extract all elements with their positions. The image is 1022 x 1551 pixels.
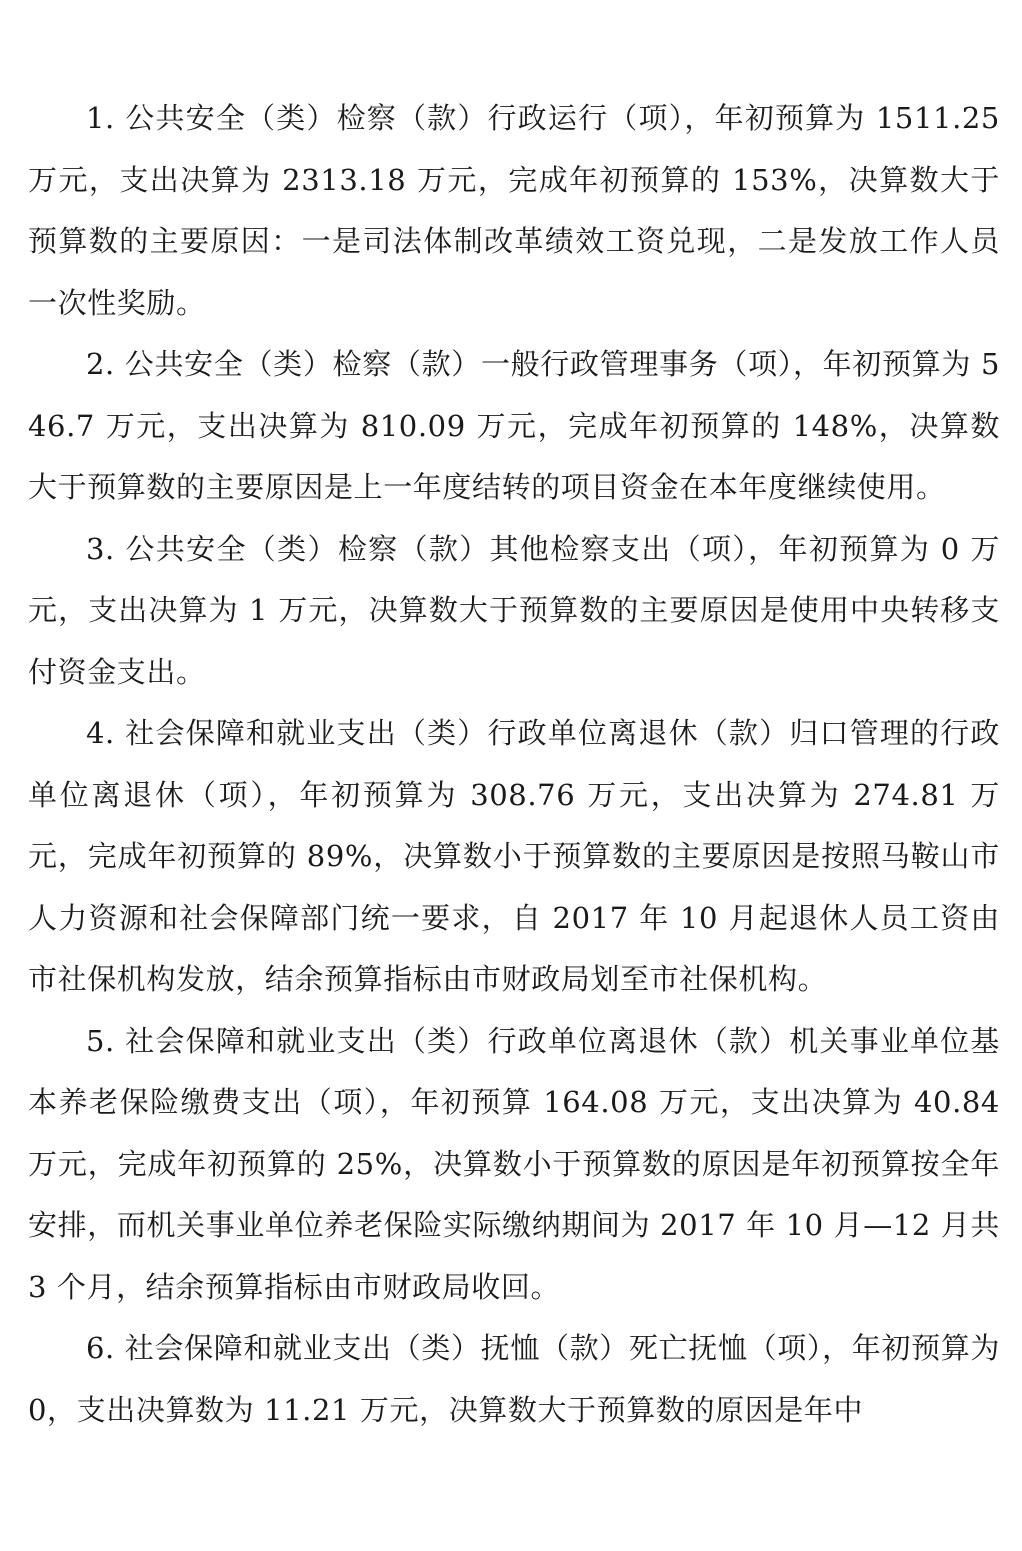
paragraph-5: 5. 社会保障和就业支出（类）行政单位离退休（款）机关事业单位基本养老保险缴费支出（项），年初预算 164.08 万元，支出决算为 40.84 万元，完成年初预算的 25%，决算数小于预算数的原因是年初预算按全年安排，而机关事业单位养老保险实际缴纳期间为 2017 年 10 月—12 月共 3 个月，结余预算指标由市财政局收回。: [28, 1023, 1000, 1304]
paragraph-1: 1. 公共安全（类）检察（款）行政运行（项），年初预算为 1511.25 万元，支出决算为 2313.18 万元，完成年初预算的 153%，决算数大于预算数的主要原因：一是司法体制改革绩效工资兑现，二是发放工作人员一次性奖励。: [28, 101, 1000, 320]
paragraph-6: 6. 社会保障和就业支出（类）抚恤（款）死亡抚恤（项），年初预算为 0，支出决算数为 11.21 万元，决算数大于预算数的原因是年中: [28, 1331, 1000, 1427]
paragraph-2: 2. 公共安全（类）检察（款）一般行政管理事务（项），年初预算为 546.7 万元，支出决算为 810.09 万元，完成年初预算的 148%，决算数大于预算数的主要原因是上一年度结转的项目资金在本年度继续使用。: [28, 347, 1000, 504]
paragraph-3: 3. 公共安全（类）检察（款）其他检察支出（项），年初预算为 0 万元，支出决算为 1 万元，决算数大于预算数的主要原因是使用中央转移支付资金支出。: [28, 531, 1000, 689]
paragraph-4: 4. 社会保障和就业支出（类）行政单位离退休（款）归口管理的行政单位离退休（项），年初预算为 308.76 万元，支出决算为 274.81 万元，完成年初预算的 89%，决算数小于预算数的主要原因是按照马鞍山市人力资源和社会保障部门统一要求，自 2017 年 10 月起退休人员工资由市社保机构发放，结余预算指标由市财政局划至市社保机构。: [28, 716, 1000, 996]
